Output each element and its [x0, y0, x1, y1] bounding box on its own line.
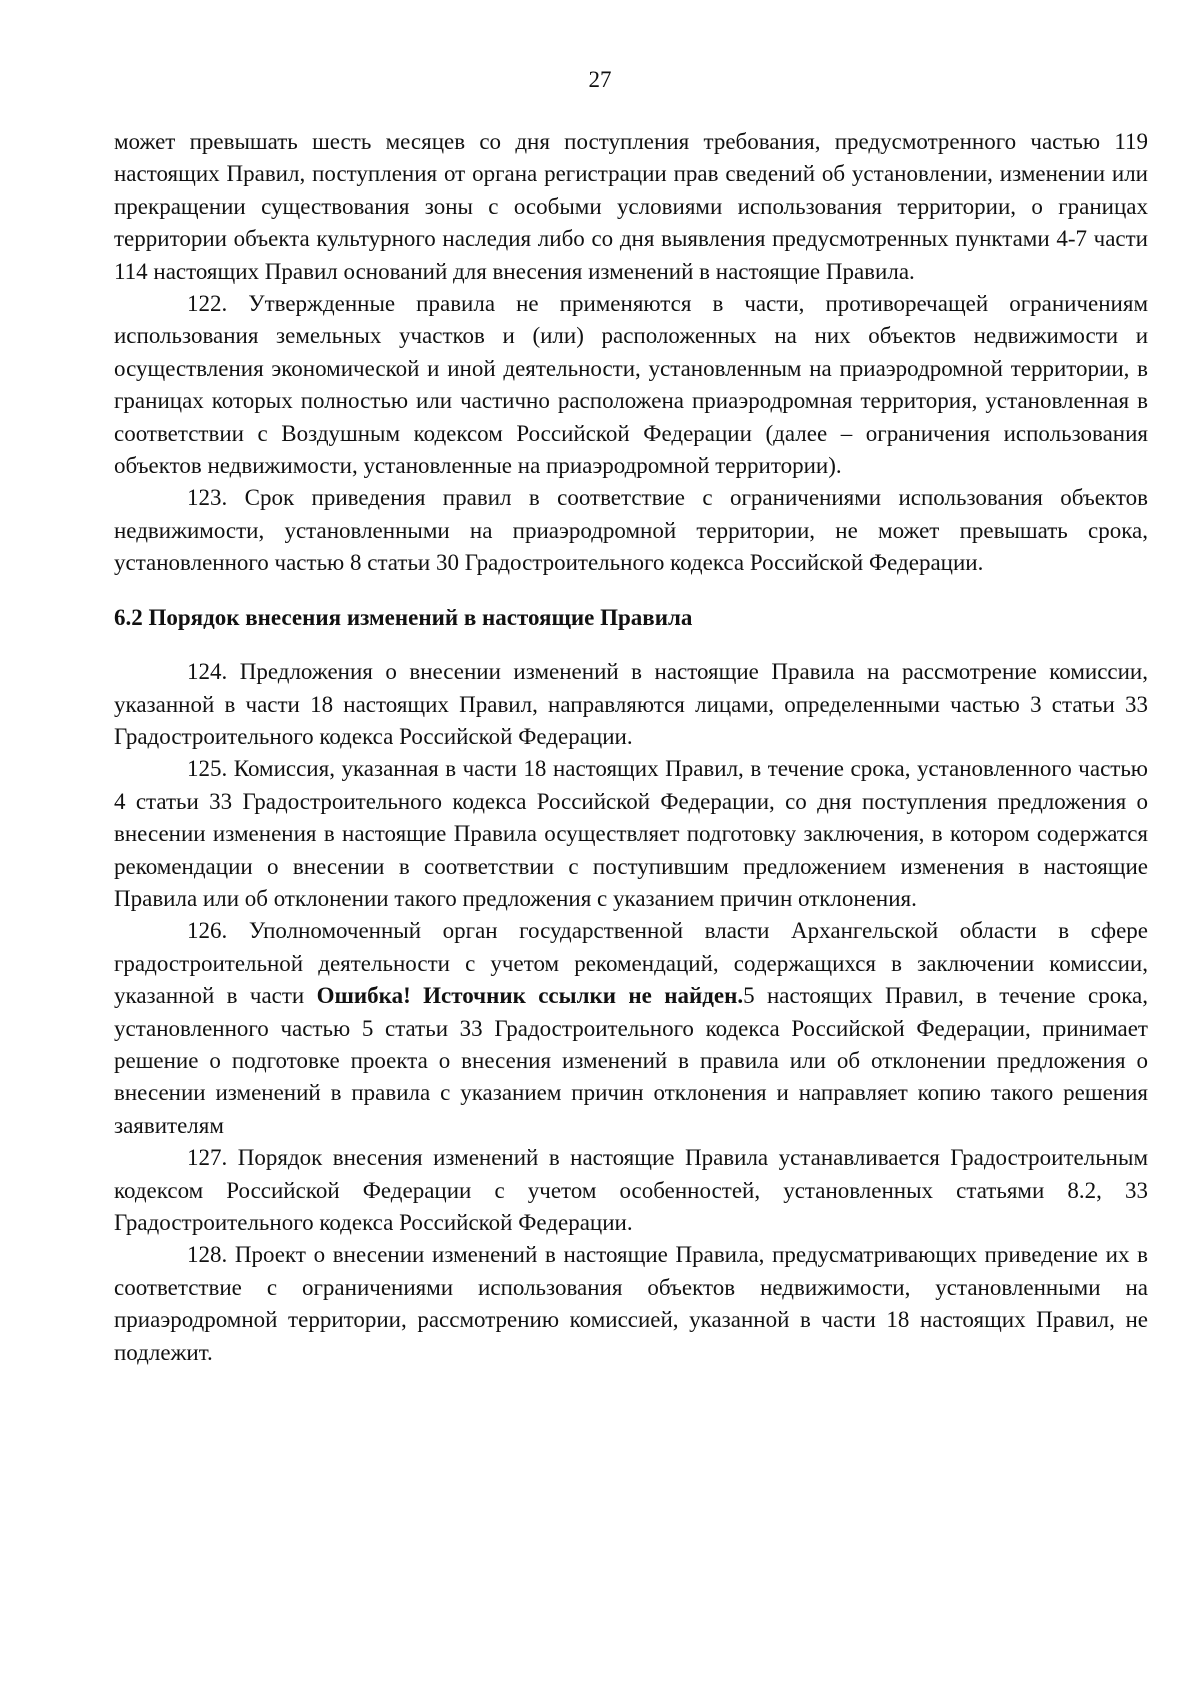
paragraph-128: 128. Проект о внесении изменений в настоящие Правила, предусматривающих приведение их в соответствие с ограничениями использования объектов недвижимости, установленными на приаэродромной территории, рассмотрению комиссией, указанной в части 18 настоящих Правил, не подлежит. — [114, 1242, 1148, 1365]
paragraph-127: 127. Порядок внесения изменений в настоящие Правила устанавливается Градостроительным кодексом Российской Федерации с учетом особенностей, установленных статьями 8.2, 33 Градостроительного кодекса Российской Федерации. — [114, 1145, 1148, 1235]
reference-error-text: Ошибка! Источник ссылки не найден. — [316, 983, 744, 1009]
paragraph-126 — [114, 915, 1148, 1142]
paragraph-126-text-b: 5 настоящих Правил, в течение срока, установленного частью 5 статьи 33 Градостроительного кодекса Российской Федерации, принимает решение о подготовке проекта о внесения изменений в правила или об отклонении предложения о внесении изменений в правила с указанием причин отклонения и направляет копию такого решения заявителям — [114, 983, 1148, 1138]
paragraph-122: 122. Утвержденные правила не применяются в части, противоречащей ограничениям использования земельных участков и (или) расположенных на них объектов недвижимости и осуществления экономической и иной деятельности, установленным на приаэродромной территории, в границах которых полностью или частично расположена приаэродромная территория, установленная в соответствии с Воздушным кодексом Российской Федерации (далее – ограничения использования объектов недвижимости, установленные на приаэродромной территории). — [114, 291, 1148, 479]
paragraph-continuation: может превышать шесть месяцев со дня поступления требования, предусмотренного частью 119 настоящих Правил, поступления от органа регистрации прав сведений об установлении, изменении или прекращении существования зоны с особыми условиями использования территории, о границах территории объекта культурного наследия либо со дня выявления предусмотренных пунктами 4-7 части 114 настоящих Правил оснований для внесения изменений в настоящие Правила. — [114, 129, 1148, 284]
document-body — [114, 126, 1148, 1369]
section-heading: 6.2 Порядок внесения изменений в настоящие Правила — [114, 604, 693, 630]
paragraph-124: 124. Предложения о внесении изменений в настоящие Правила на рассмотрение комиссии, указанной в части 18 настоящих Правил, направляются лицами, определенными частью 3 статьи 33 Градостроительного кодекса Российской Федерации. — [114, 659, 1148, 749]
page-number: 27 — [588, 67, 612, 92]
paragraph-123: 123. Срок приведения правил в соответствие с ограничениями использования объектов недвижимости, установленными на приаэродромной территории, не может превышать срока, установленного частью 8 статьи 30 Градостроительного кодекса Российской Федерации. — [114, 485, 1148, 576]
paragraph-125: 125. Комиссия, указанная в части 18 настоящих Правил, в течение срока, установленного частью 4 статьи 33 Градостроительного кодекса Российской Федерации, со дня поступления предложения о внесении изменения в настоящие Правила осуществляет подготовку заключения, в котором содержатся рекомендации о внесении в соответствии с поступившим предложением изменения в настоящие Правила или об отклонении такого предложения с указанием причин отклонения. — [114, 756, 1148, 911]
paragraph-126-text-a: 126. Уполномоченный орган государственной власти Архангельской области в сфере градостроительной деятельности с учетом рекомендаций, содержащихся в заключении комиссии, указанной в части — [114, 918, 1148, 1009]
